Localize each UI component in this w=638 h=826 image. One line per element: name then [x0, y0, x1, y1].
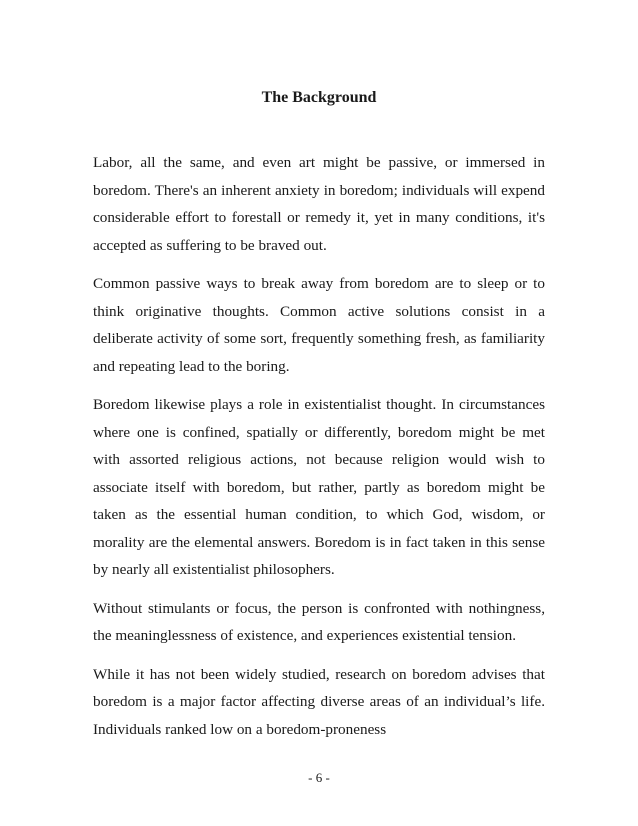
paragraph-2: Common passive ways to break away from boredom are to sleep or to think originative thoughts. Common active solutions consist in a deliberate activity of some sort, frequently something fresh, as familiarity and repeating lead to the boring. [93, 275, 545, 375]
paragraph-1: Labor, all the same, and even art might be passive, or immersed in boredom. There's an inherent anxiety in boredom; individuals will expend considerable effort to forestall or remedy it, yet in many conditions, it's accepted as suffering to be braved out. [93, 154, 545, 254]
paragraph-3: Boredom likewise plays a role in existentialist thought. In circumstances where one is confined, spatially or differently, boredom might be met with assorted religious actions, not because religion would wish to associate itself with boredom, but rather, partly as boredom might be taken as the essential human condition, to which God, wisdom, or morality are the elemental answers. Boredom is in fact taken in this sense by nearly all existentialist philosophers. [93, 396, 545, 578]
body-text [93, 149, 545, 754]
paragraph-4: Without stimulants or focus, the person is confronted with nothingness, the meaninglessness of existence, and experiences existential tension. [93, 599, 545, 644]
section-title: The Background [261, 89, 377, 106]
page-number: - 6 - [308, 770, 330, 785]
paragraph-5: While it has not been widely studied, research on boredom advises that boredom is a major factor affecting diverse areas of an individual’s life. Individuals ranked low on a boredom-proneness [93, 665, 545, 738]
